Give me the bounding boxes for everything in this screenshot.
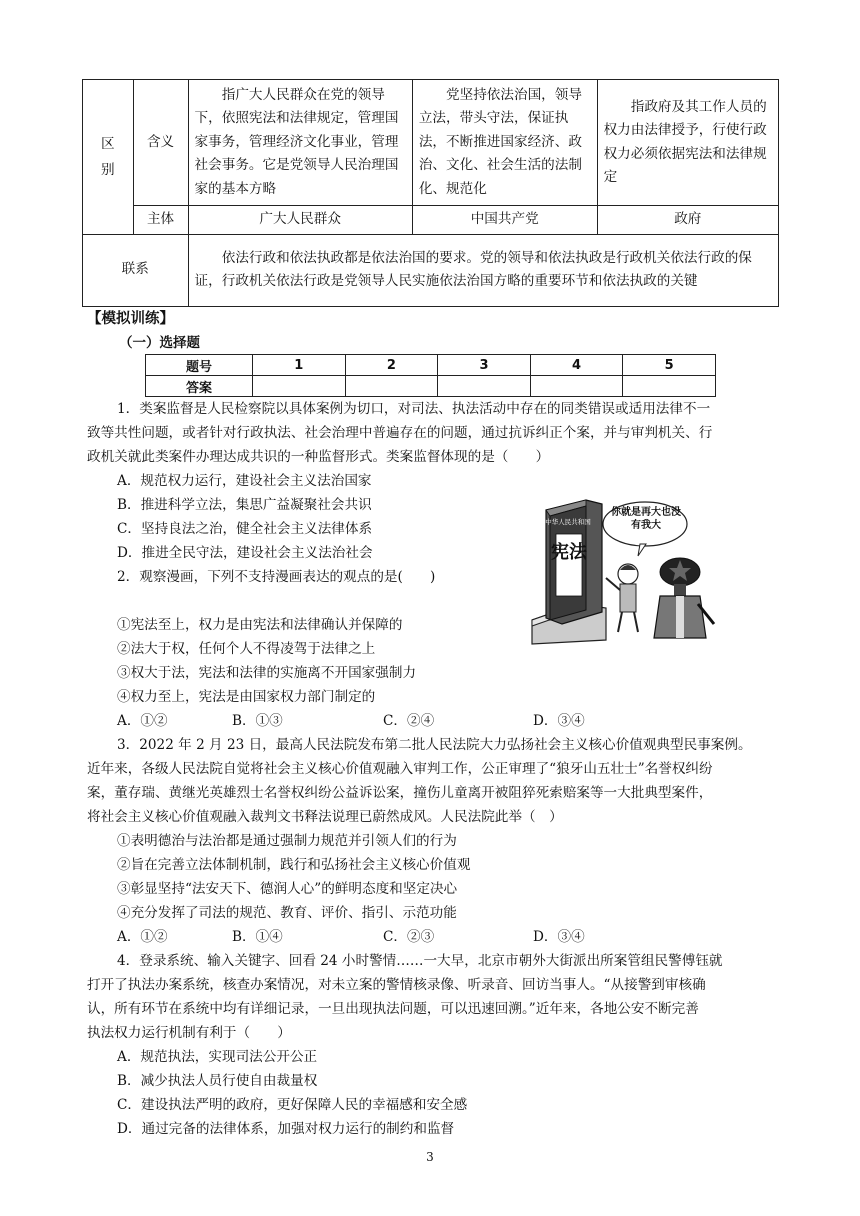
book-title: 宪法 [551,542,587,563]
page-number: 3 [426,1150,434,1164]
answer-cell[interactable] [623,376,716,397]
table-row [146,355,716,376]
q2-stem: 2．观察漫画，下列不支持漫画表达的观点的是( ) [117,569,436,585]
answer-cell[interactable] [345,376,438,397]
table-row [83,80,779,206]
link-text: 依法行政和依法执政都是依法治国的要求。党的领导和依法执政是行政机关依法行政的保证，行政机关依法行政是党领导人民实施依法治国方略的重要环节和依法执政的关键 [188,234,778,306]
table-row [83,206,779,235]
link-label: 联系 [83,234,189,306]
subject-label: 主体 [133,206,188,235]
q3-line: 案，董存瑞、黄继光英雄烈士名誉权纠纷公益诉讼案，撞伤儿童离开被阻猝死索赔案等一大批典型案件， [87,785,713,801]
q2-item: ①宪法至上，权力是由宪法和法律确认并保障的 [117,617,403,633]
answer-row-label: 答案 [146,376,253,397]
meaning-cell-3: 指政府及其工作人员的权力由法律授予，行使行政权力必须依据宪法和法律规定 [597,80,778,206]
q3-option-c: C．②③ [383,929,435,945]
q4-line: 4．登录系统、输入关键字、回看 24 小时警情……一大早，北京市朝外大街派出所案管组民警傅钰就 [117,953,723,969]
q4-option-c: C．建设执法严明的政府，更好保障人民的幸福感和安全感 [117,1097,468,1113]
q2-option-b: B．①③ [232,713,283,729]
q2-option-d: D．③④ [533,713,585,729]
comparison-table [82,79,779,307]
q4-option-d: D．通过完备的法律体系，加强对权力运行的制约和监督 [117,1121,455,1137]
meaning-cell-2: 党坚持依法治国，领导立法，带头守法，保证执法，不断推进国家经济、政治、文化、社会生活的法制化、规范化 [412,80,597,206]
q4-line: 认，所有环节在系统中均有详细记录，一旦出现执法问题，可以迅速回溯。”近年来，各地公安不断完善 [87,1001,699,1017]
q3-line: 近年来，各级人民法院自觉将社会主义核心价值观融入审判工作，公正审理了“狼牙山五壮士”名誉权纠纷 [87,761,713,777]
q3-option-a: A．①② [117,929,168,945]
q4-line: 执法权力运行机制有利于（ ） [87,1025,291,1041]
q3-option-d: D．③④ [533,929,585,945]
table-row [146,376,716,397]
subject-cell-2: 中国共产党 [412,206,597,235]
meaning-cell-1: 指广大人民群众在党的领导下，依照宪法和法律规定，管理国家事务，管理经济文化事业，管理社会事务。它是党领导人民治理国家的基本方略 [188,80,412,206]
subsection-title: （一）选择题 [119,335,200,351]
question-number: 5 [623,355,716,376]
q4-line: 打开了执法办案系统，核查办案情况，对未立案的警情核录像、听录音、回访当事人。“从接警到审核确 [87,977,706,993]
q3-item: ③彰显坚持“法安天下、德润人心”的鲜明态度和坚定决心 [117,881,458,897]
constitution-cartoon-image [528,492,718,649]
q2-item: ②法大于权，任何个人不得凌驾于法律之上 [117,641,376,657]
q1-option-c: C．坚持良法之治，健全社会主义法律体系 [117,521,373,537]
table-row [83,234,779,306]
q1-line: 致等共性问题，或者针对行政执法、社会治理中普遍存在的问题，通过抗诉纠正个案，并与审判机关、行 [87,425,713,441]
q3-item: ①表明德治与法治都是通过强制力规范并引领人们的行为 [117,833,457,849]
q2-option-a: A．①② [117,713,168,729]
q1-line: 政机关就此类案件办理达成共识的一种监督形式。类案监督体现的是（ ） [87,449,550,465]
q3-line: 将社会主义核心价值观融入裁判文书释法说理已蔚然成风。人民法院此举（ ） [87,809,563,825]
section-title: 【模拟训练】 [87,311,174,327]
answer-cell[interactable] [253,376,346,397]
subject-cell-3: 政府 [597,206,778,235]
answer-table [145,354,716,397]
question-number: 4 [530,355,623,376]
q1-option-a: A．规范权力运行，建设社会主义法治国家 [117,473,372,489]
q3-option-b: B．①④ [232,929,283,945]
book-header: 中华人民共和国 [545,518,591,526]
meaning-label: 含义 [133,80,188,206]
q1-option-b: B．推进科学立法，集思广益凝聚社会共识 [117,497,372,513]
diff-label-cell [83,80,134,235]
answer-cell[interactable] [438,376,531,397]
q2-item: ④权力至上，宪法是由国家权力部门制定的 [117,689,376,705]
question-number: 3 [438,355,531,376]
q3-line: 3．2022 年 2 月 23 日，最高人民法院发布第二批人民法院大力弘扬社会主义核心价值观典型民事案例。 [117,737,752,753]
answer-cell[interactable] [530,376,623,397]
q4-option-a: A．规范执法，实现司法公开公正 [117,1049,318,1065]
q2-option-c: C．②④ [383,713,435,729]
diff-label: 区别 [100,135,115,178]
subject-cell-1: 广大人民群众 [188,206,412,235]
question-number: 1 [253,355,346,376]
q3-item: ④充分发挥了司法的规范、教育、评价、指引、示范功能 [117,905,457,921]
q4-option-b: B．减少执法人员行使自由裁量权 [117,1073,318,1089]
question-number: 2 [345,355,438,376]
speech-bubble: 你就是再大也没有我大 [611,507,681,531]
q2-item: ③权大于法，宪法和法律的实施离不开国家强制力 [117,665,417,681]
q3-item: ②旨在完善立法体制机制，践行和弘扬社会主义核心价值观 [117,857,471,873]
answer-table-header: 题号 [146,355,253,376]
q1-line: 1．类案监督是人民检察院以具体案例为切口，对司法、执法活动中存在的同类错误或适用法律不一 [117,401,711,417]
q1-option-d: D．推进全民守法，建设社会主义法治社会 [117,545,373,561]
